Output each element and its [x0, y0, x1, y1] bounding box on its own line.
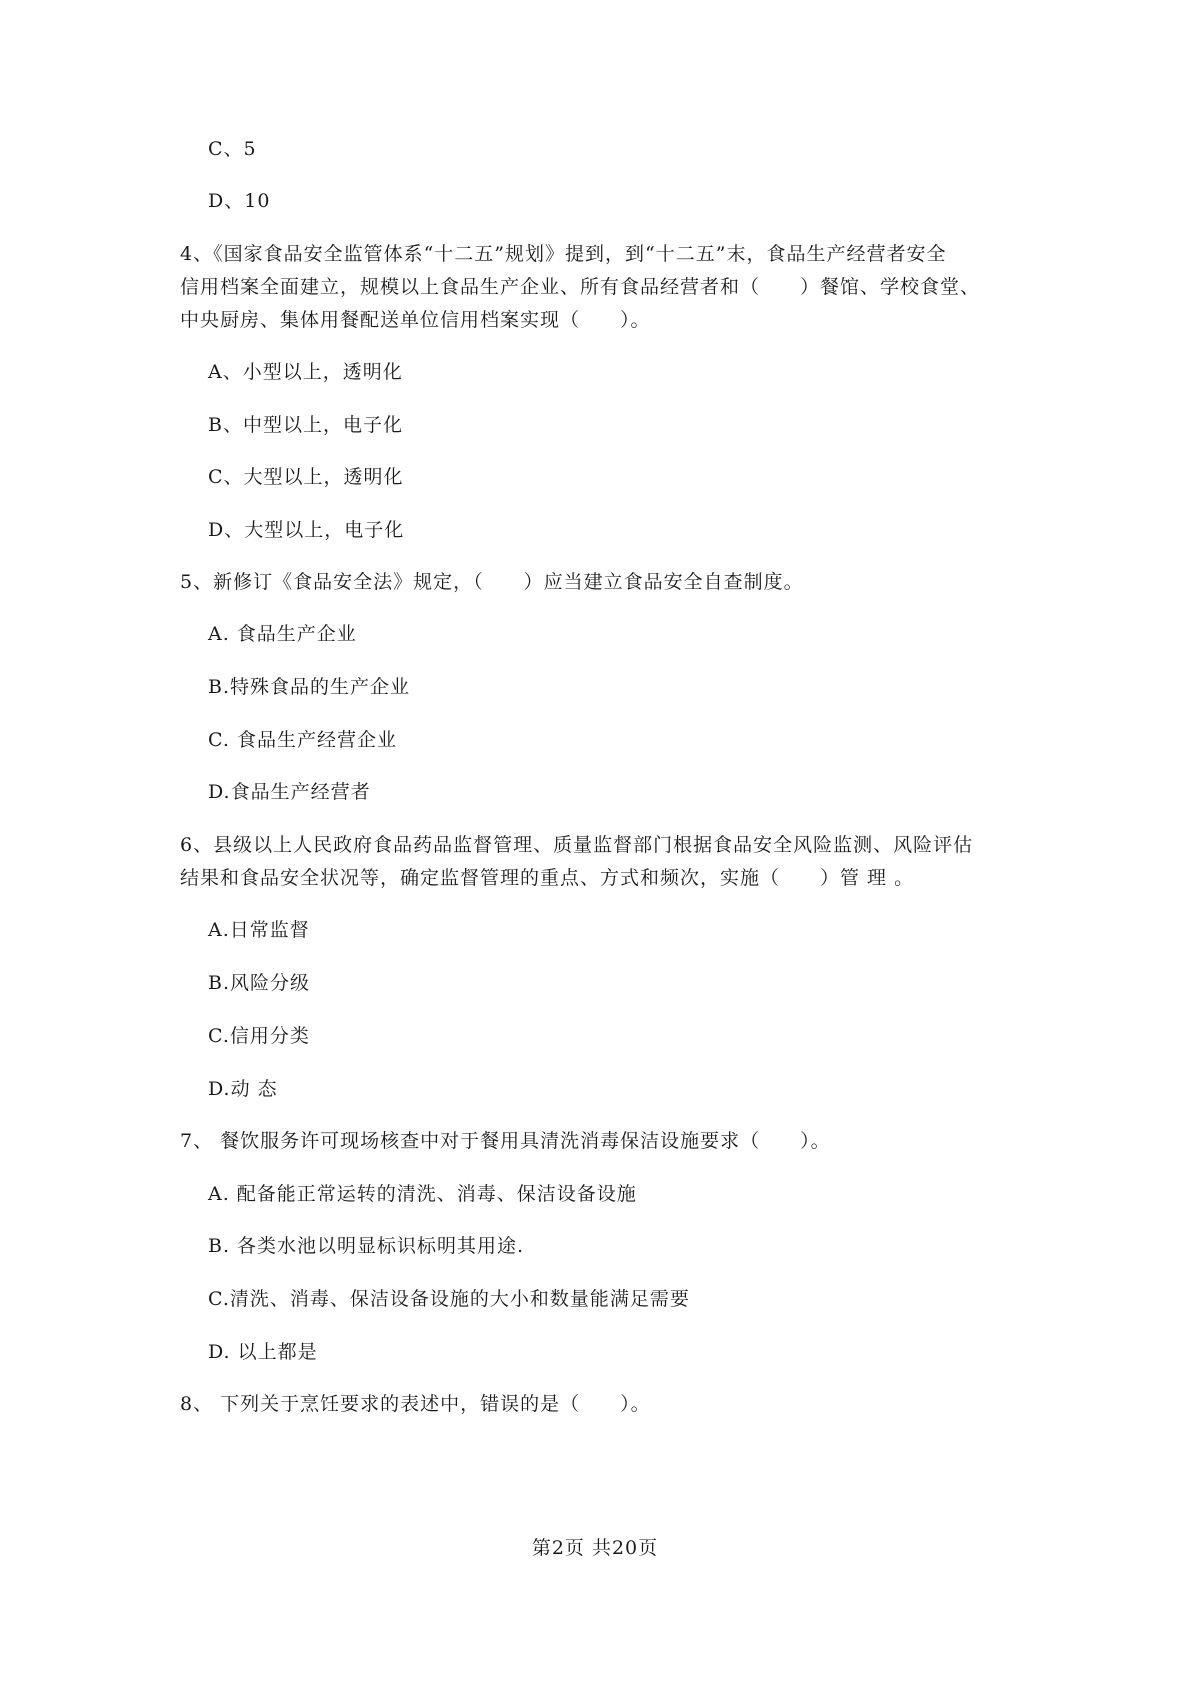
question-7-line-1: 7、 餐饮服务许可现场核查中对于餐用具清洗消毒保洁设施要求（ ）。	[180, 1130, 831, 1152]
question-5-option-a: A. 食品生产企业	[208, 623, 357, 645]
question-6-line-1: 6、县级以上人民政府食品药品监督管理、质量监督部门根据食品安全风险监测、风险评估	[180, 834, 974, 856]
prev-option-c: C、5	[208, 138, 257, 160]
question-5-line-1: 5、新修订《食品安全法》规定，（ ）应当建立食品安全自查制度。	[180, 571, 804, 593]
question-4-line-1: 4、《国家食品安全监管体系“十二五”规划》提到，到“十二五”末，食品生产经营者安全	[180, 243, 947, 265]
question-6-line-2: 结果和食品安全状况等，确定监督管理的重点、方式和频次，实施（ ）管 理 。	[180, 867, 915, 889]
question-7-option-c: C.清洗、消毒、保洁设备设施的大小和数量能满足需要	[208, 1288, 690, 1310]
question-8-line-1: 8、 下列关于烹饪要求的表述中，错误的是（ ）。	[180, 1393, 651, 1415]
question-7-option-a: A. 配备能正常运转的清洗、消毒、保洁设备设施	[208, 1183, 637, 1205]
question-5-option-d: D.食品生产经营者	[208, 781, 371, 803]
question-5-option-c: C. 食品生产经营企业	[208, 729, 397, 751]
question-6-option-c: C.信用分类	[208, 1025, 310, 1047]
question-4-line-2: 信用档案全面建立，规模以上食品生产企业、所有食品经营者和（ ）餐馆、学校食堂、	[180, 276, 981, 298]
prev-option-d: D、10	[208, 190, 271, 212]
question-7-option-d: D. 以上都是	[208, 1341, 318, 1363]
question-6-option-b: B.风险分级	[208, 972, 311, 994]
question-7-option-b: B. 各类水池以明显标识标明其用途.	[208, 1235, 525, 1257]
question-4-option-d: D、大型以上，电子化	[208, 519, 405, 541]
question-4-line-3: 中央厨房、集体用餐配送单位信用档案实现（ ）。	[180, 309, 651, 331]
question-4-option-c: C、大型以上，透明化	[208, 466, 404, 488]
question-6-option-a: A.日常监督	[208, 919, 310, 941]
question-4-option-b: B、中型以上，电子化	[208, 414, 403, 436]
question-4-option-a: A、小型以上，透明化	[208, 361, 403, 383]
page-number-footer: 第2页 共20页	[531, 1537, 659, 1559]
question-6-option-d: D.动 态	[208, 1078, 278, 1100]
question-5-option-b: B.特殊食品的生产企业	[208, 676, 411, 698]
